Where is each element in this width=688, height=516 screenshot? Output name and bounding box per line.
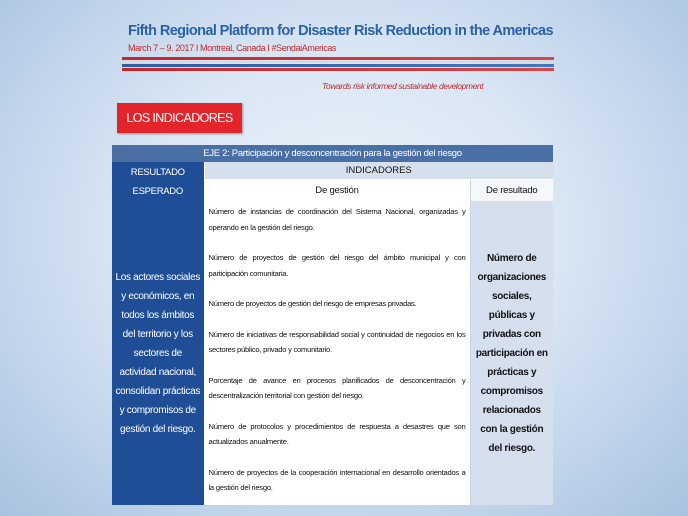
header-stripe-red-lower (122, 68, 554, 71)
management-indicators-cell (204, 201, 470, 505)
axis-title-row (112, 145, 553, 162)
expected-result-header (112, 162, 204, 201)
management-indicator: Porcentaje de avance en procesos planificados de desconcentración y descentralización territorial con gestión del riesgo. (208, 375, 466, 400)
management-indicator: Número de proyectos de gestión del riesgo del ámbito municipal y con participación comunitaria. (208, 253, 466, 278)
management-indicator: Número de proyectos de gestión del riesgo de empresas privadas. (208, 299, 417, 308)
indicators-table (112, 145, 553, 505)
header-stripe-grey (122, 61, 554, 63)
event-subtitle: March 7 – 9. 2017 I Montreal, Canada I #SendaiAmericas (128, 43, 337, 53)
management-indicator: Número de instancias de coordinación del Sistema Nacional, organizadas y operando en la gestión del riesgo. (208, 207, 466, 232)
section-label: LOS INDICADORES (117, 103, 242, 133)
expected-result-header-line-1: RESULTADO (130, 166, 185, 178)
indicators-header: INDICADORES (204, 162, 553, 180)
header-stripe-blue (122, 64, 554, 67)
result-indicator-cell: Número de organizaciones sociales, públicas y privadas con participación en prácticas y compromisos relacionados con la gestión del riesgo. (470, 201, 553, 505)
management-indicator: Número de proyectos de la cooperación internacional en desarrollo orientados a la gestión del riesgo. (208, 467, 466, 492)
management-indicator: Número de protocolos y procedimientos de respuesta a desastres que son actualizados anualmente. (208, 421, 466, 446)
management-header: De gestión (204, 180, 470, 202)
expected-result-cell: Los actores sociales y económicos, en todos los ámbitos del territorio y los sectores de actividad nacional, consolidan prácticas y compromisos de gestión del riesgo. (112, 201, 204, 505)
tagline: Towards risk informed sustainable development (322, 81, 484, 91)
expected-result-header-line-2: ESPERADO (132, 185, 183, 197)
header-stripe-red (122, 57, 554, 60)
management-indicator: Número de iniciativas de responsabilidad social y continuidad de negocios en los sectores público, privado y comunitario. (208, 329, 466, 354)
axis-title: EJE 2: Participación y desconcentración para la gestión del riesgo (112, 145, 553, 162)
slide-title: Fifth Regional Platform for Disaster Risk Reduction in the Americas (128, 23, 553, 39)
result-header: De resultado (470, 180, 553, 202)
